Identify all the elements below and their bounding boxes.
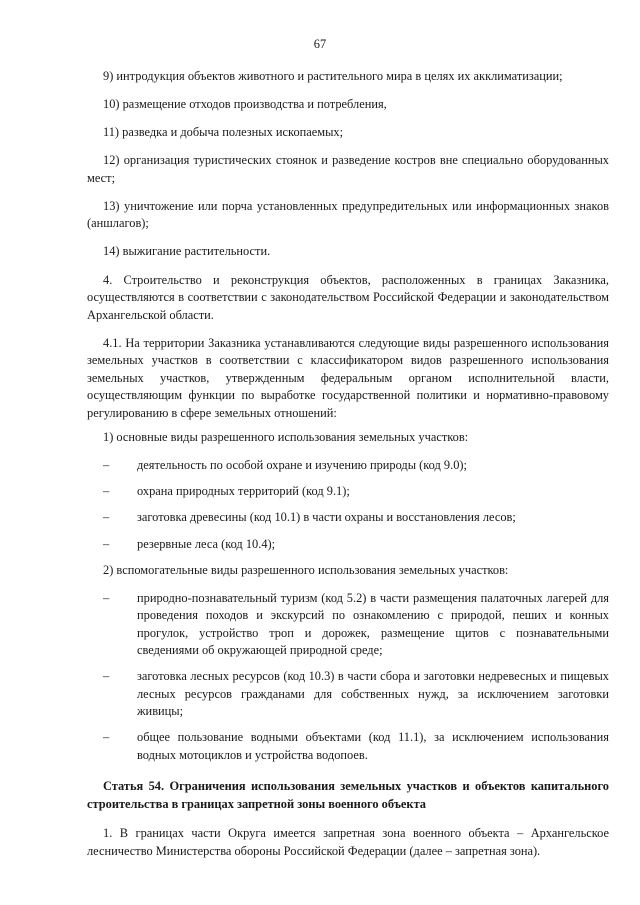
paragraph-item-9: 9) интродукция объектов животного и растительного мира в целях их акклиматизации;: [103, 69, 563, 83]
aux-use-item: [87, 668, 609, 721]
main-use-item: [87, 536, 609, 554]
dash-marker: –: [103, 484, 110, 499]
aux-use-text: заготовка лесных ресурсов (код 10.3) в части сбора и заготовки недревесных и пищевых лесных ресурсов гражданами для собственных нужд, за исключением заготовки живицы;: [137, 669, 609, 719]
paragraph-clause-4-1: 4.1. На территории Заказника устанавливаются следующие виды разрешенного использования земельных участков в соответствии с классификатором видов разрешенного использования земельных участков, утвержденным федеральным органом исполнительной власти, осуществляющим функции по выработке государственной политики и нормативно-правовому регулированию в сфере земельных отношений:: [87, 335, 609, 420]
main-use-text: деятельность по особой охране и изучению природы (код 9.0);: [137, 458, 467, 473]
main-use-text: резервные леса (код 10.4);: [137, 536, 276, 551]
aux-uses-intro: 2) вспомогательные виды разрешенного использования земельных участков:: [103, 562, 509, 577]
aux-use-item: [87, 590, 609, 660]
main-use-item: [87, 483, 609, 501]
aux-use-text: природно-познавательный туризм (код 5.2) в части размещения палаточных лагерей для проведения походов и экскурсий по ознакомлению с природой, пеших и конных прогулок, устройство троп и дорожек, размещение щитов с познавательными сведениями об окружающей природной среде;: [137, 590, 609, 658]
dash-marker: –: [103, 730, 110, 745]
dash-marker: –: [103, 458, 110, 473]
paragraph-item-11: 11) разведка и добыча полезных ископаемых;: [103, 125, 344, 140]
paragraph-item-14: 14) выжигание растительности.: [103, 244, 271, 259]
aux-use-item: [87, 729, 609, 764]
main-use-text: охрана природных территорий (код 9.1);: [137, 484, 350, 499]
final-paragraph: 1. В границах части Округа имеется запретная зона военного объекта – Архангельское лесничество Министерства обороны Российской Федерации (далее – запретная зона).: [87, 826, 609, 858]
main-uses-intro: 1) основные виды разрешенного использования земельных участков:: [103, 430, 469, 445]
dash-marker: –: [103, 510, 110, 525]
article-heading: Статья 54. Ограничения использования земельных участков и объектов капитального строительства в границах запретной зоны военного объекта: [87, 779, 609, 811]
paragraph-clause-4: 4. Строительство и реконструкция объектов, расположенных в границах Заказника, осуществляются в соответствии с законодательством Российской Федерации и законодательством Архангельской области.: [87, 272, 609, 322]
paragraph-item-10: 10) размещение отходов производства и потребления,: [103, 97, 387, 112]
paragraph-item-12: 12) организация туристических стоянок и разведение костров вне специально оборудованных мест;: [87, 153, 609, 185]
main-use-item: [87, 457, 609, 475]
dash-marker: –: [103, 590, 110, 605]
page-number: 67: [313, 37, 327, 51]
main-use-text: заготовка древесины (код 10.1) в части охраны и восстановления лесов;: [137, 510, 516, 525]
paragraph-item-13: 13) уничтожение или порча установленных предупредительных или информационных знаков (аншлагов);: [87, 198, 609, 231]
dash-marker: –: [103, 669, 110, 684]
document-body: [87, 68, 609, 871]
main-use-item: [87, 509, 609, 527]
aux-use-text: общее пользование водными объектами (код 11.1), за исключением использования водных мотоциклов и устройства водопоев.: [137, 730, 609, 762]
dash-marker: –: [103, 536, 110, 551]
